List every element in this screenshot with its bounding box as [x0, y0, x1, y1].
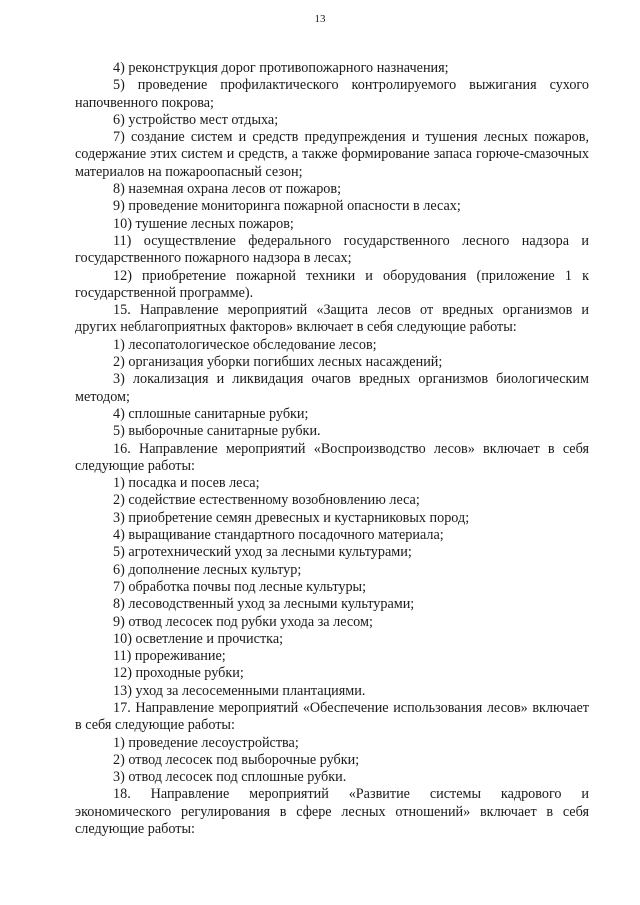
page-number: 13	[314, 13, 326, 25]
paragraph: 7) обработка почвы под лесные культуры;	[113, 578, 367, 595]
paragraph: 10) тушение лесных пожаров;	[113, 215, 294, 232]
paragraph: 2) организация уборки погибших лесных насаждений;	[113, 354, 443, 371]
paragraph: 6) устройство мест отдыха;	[113, 111, 279, 128]
section-15-heading: 15. Направление мероприятий «Защита лесов от вредных организмов и других неблагоприятных факторов» включает в себя следующие работы:	[75, 302, 589, 336]
paragraph: 4) сплошные санитарные рубки;	[113, 405, 309, 422]
paragraph: 5) проведение профилактического контролируемого выжигания сухого напочвенного покрова;	[75, 77, 589, 111]
paragraph: 3) приобретение семян древесных и кустарниковых пород;	[113, 509, 470, 526]
paragraph: 2) содействие естественному возобновлению леса;	[113, 492, 420, 509]
paragraph: 8) лесоводственный уход за лесными культурами;	[113, 596, 415, 613]
document-body	[75, 60, 589, 838]
paragraph: 5) агротехнический уход за лесными культурами;	[113, 544, 412, 561]
paragraph: 2) отвод лесосек под выборочные рубки;	[113, 751, 360, 768]
paragraph: 9) отвод лесосек под рубки ухода за лесом;	[113, 613, 373, 630]
section-16-heading: 16. Направление мероприятий «Воспроизводство лесов» включает в себя следующие работы:	[75, 440, 589, 474]
paragraph: 11) осуществление федерального государственного лесного надзора и государственного пожарного надзора в лесах;	[75, 232, 589, 267]
paragraph: 4) выращивание стандартного посадочного материала;	[113, 527, 444, 544]
paragraph: 11) прореживание;	[113, 648, 226, 665]
paragraph: 4) реконструкция дорог противопожарного назначения;	[113, 60, 449, 76]
paragraph: 7) создание систем и средств предупреждения и тушения лесных пожаров, содержание этих систем и средств, а также формирование запаса горюче-смазочных материалов на пожароопасный сезон;	[75, 129, 589, 180]
section-17-heading: 17. Направление мероприятий «Обеспечение использования лесов» включает в себя следующие работы:	[75, 699, 589, 734]
paragraph: 9) проведение мониторинга пожарной опасности в лесах;	[113, 198, 461, 215]
paragraph: 12) проходные рубки;	[113, 665, 244, 682]
paragraph: 6) дополнение лесных культур;	[113, 561, 302, 578]
paragraph: 1) проведение лесоустройства;	[113, 734, 299, 751]
paragraph: 13) уход за лесосеменными плантациями.	[113, 682, 366, 699]
paragraph: 3) локализация и ликвидация очагов вредных организмов биологическим методом;	[75, 371, 589, 405]
paragraph: 12) приобретение пожарной техники и оборудования (приложение 1 к государственной программе).	[75, 267, 589, 301]
section-18-heading: 18. Направление мероприятий «Развитие системы кадрового и экономического регулирования в сфере лесных отношений» включает в себя следующие работы:	[75, 786, 589, 838]
paragraph: 3) отвод лесосек под сплошные рубки.	[113, 769, 347, 786]
paragraph: 5) выборочные санитарные рубки.	[113, 423, 321, 440]
paragraph: 8) наземная охрана лесов от пожаров;	[113, 181, 342, 198]
paragraph: 1) посадка и посев леса;	[113, 475, 260, 492]
paragraph: 10) осветление и прочистка;	[113, 630, 284, 647]
paragraph: 1) лесопатологическое обследование лесов;	[113, 336, 377, 353]
